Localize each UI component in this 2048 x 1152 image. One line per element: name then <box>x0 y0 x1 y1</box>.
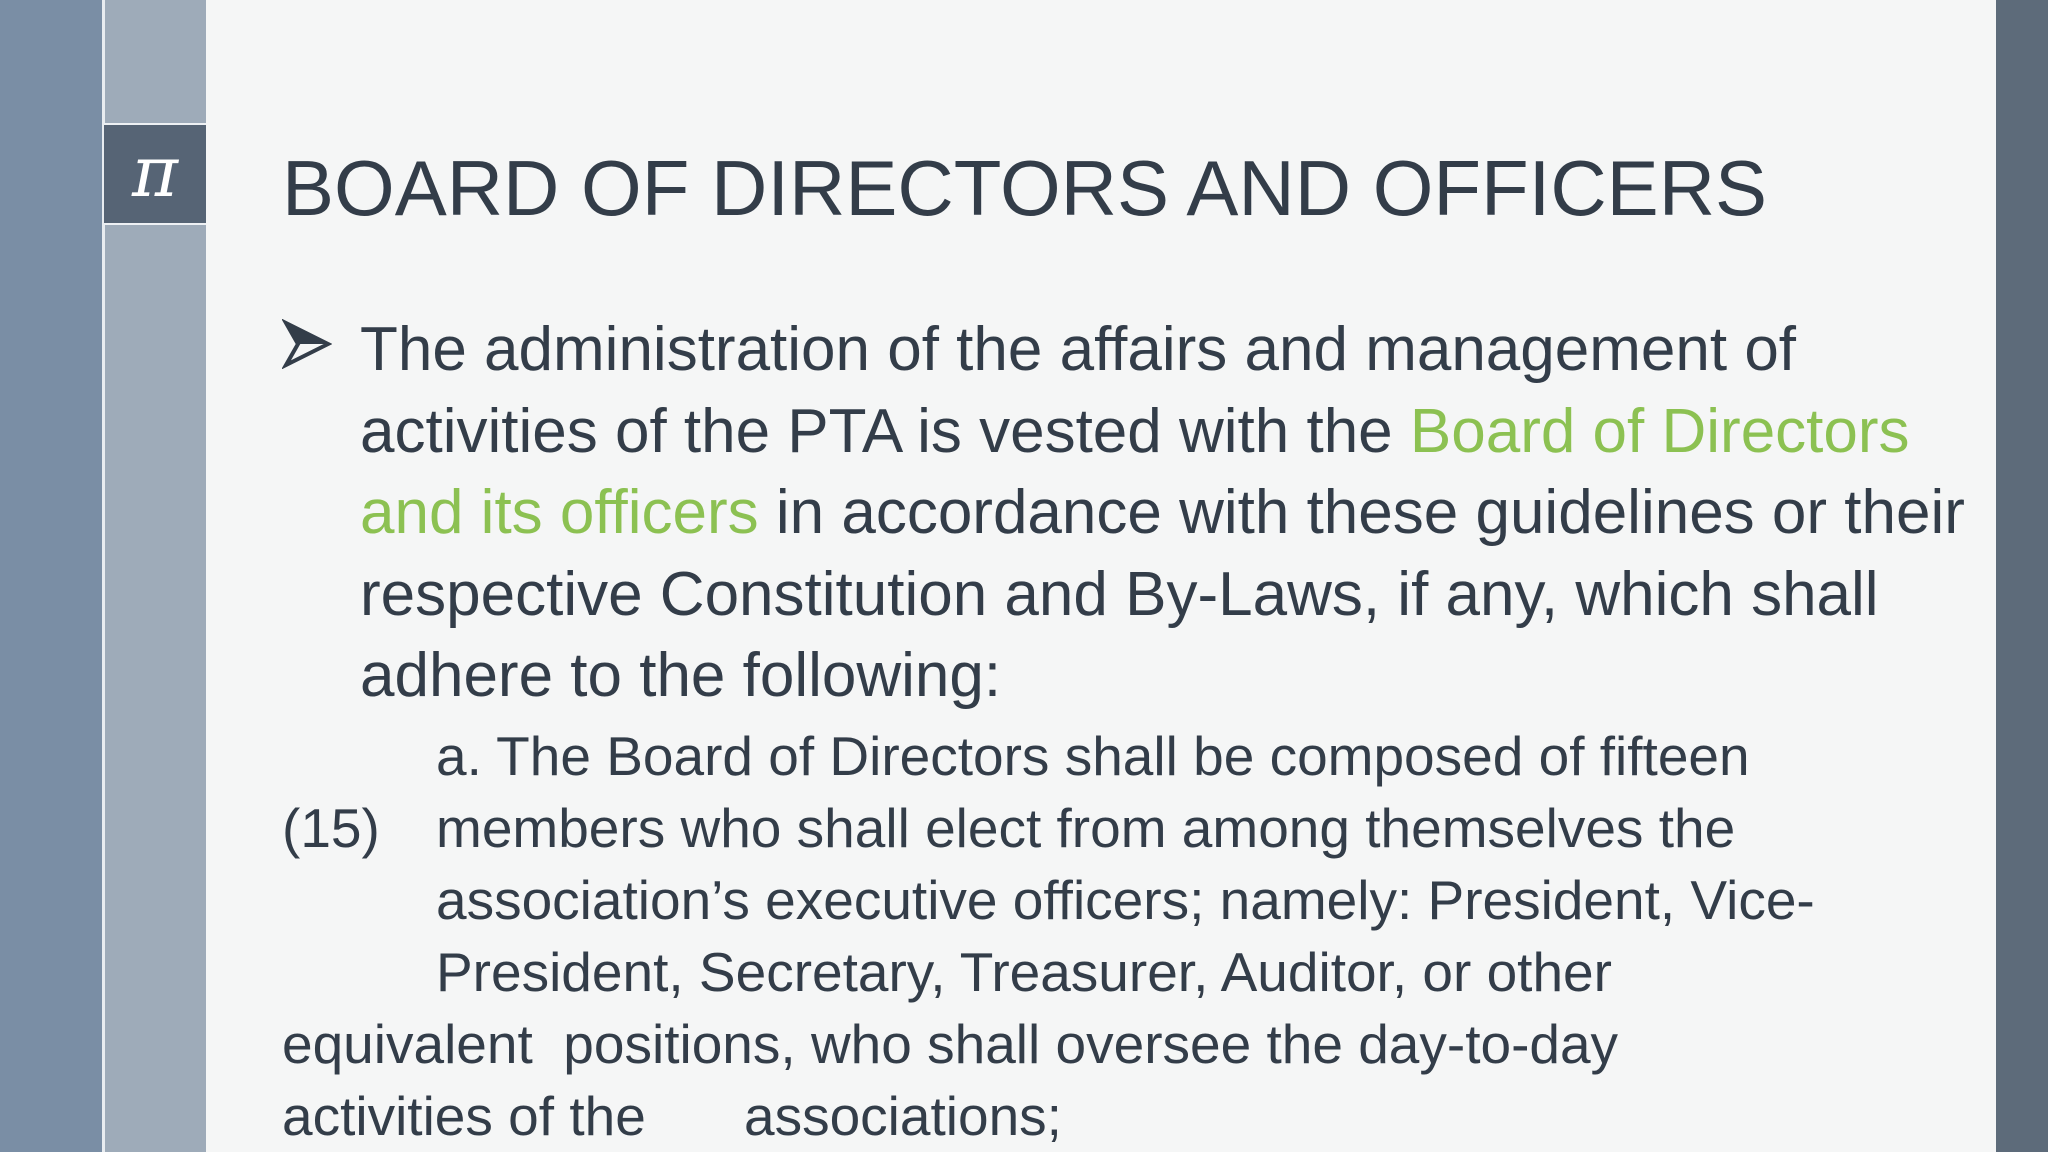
bullet-text-before: The administration of the affairs and management of activities of the PTA is vested with the <box>360 315 1797 466</box>
bullet-highlight: Board of Directors and its officers <box>360 396 1910 547</box>
sub-item-line: President, Secretary, Treasurer, Auditor, or other <box>436 941 1612 1003</box>
sub-item-line: association’s executive officers; namely: President, Vice- <box>436 869 1815 931</box>
right-band <box>1996 0 2048 1152</box>
arrowhead-bullet-icon <box>282 319 332 369</box>
sub-item-line: associations; <box>744 1085 1062 1147</box>
sub-item-line: equivalent positions, who shall oversee the day-to-day <box>282 1013 1619 1075</box>
slide-title: BOARD OF DIRECTORS AND OFFICERS <box>282 144 1768 232</box>
bullet-paragraph <box>360 309 1980 717</box>
sub-item-line: members who shall elect from among themselves the <box>436 797 1736 859</box>
left-outer-band <box>0 0 104 1152</box>
pi-glyph: π <box>131 131 178 213</box>
sub-item-line: a. The Board of Directors shall be composed of fifteen <box>436 725 1750 787</box>
sub-item-number: (15) <box>282 797 380 859</box>
bullet-text-after: in accordance with these guidelines or their respective Constitution and By-Laws, if any, which shall adhere to the following: <box>360 478 1965 710</box>
pi-logo-icon <box>104 123 206 225</box>
sub-item-line: activities of the <box>282 1085 646 1147</box>
